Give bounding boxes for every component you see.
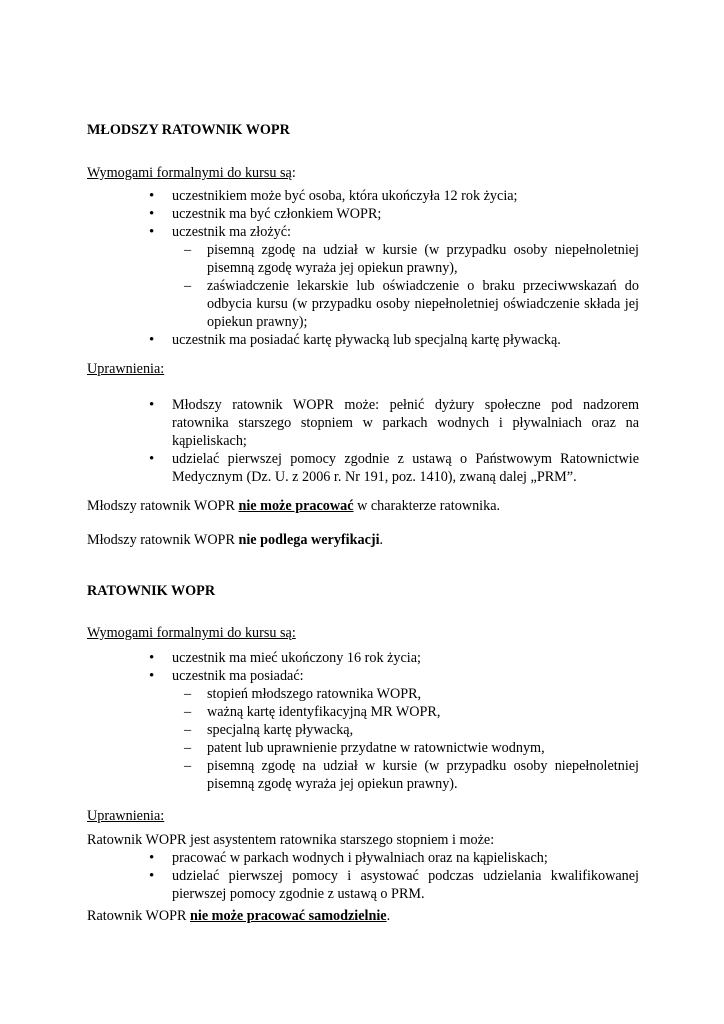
note-text: . bbox=[379, 532, 384, 548]
requirements-list bbox=[87, 649, 639, 793]
note-text: Młodszy ratownik WOPR bbox=[87, 532, 239, 548]
note-not-independent bbox=[87, 907, 639, 925]
sub-list-item: – specjalną kartę pływacką, bbox=[172, 721, 639, 739]
section-title-junior: MŁODSZY RATOWNIK WOPR bbox=[87, 122, 290, 138]
sub-list-item: – zaświadczenie lekarskie lub oświadczenie o braku przeciwwskazań do odbycia kursu (w przypadku osoby niepełnoletniej oświadczenie składa jej opiekun prawny); bbox=[172, 277, 639, 331]
note-text: w charakterze ratownika. bbox=[353, 498, 501, 514]
list-item: • pracować w parkach wodnych i pływalniach oraz na kąpieliskach; bbox=[87, 849, 639, 867]
requirements-heading: Wymogami formalnymi do kursu są: bbox=[87, 625, 296, 641]
requirements-list bbox=[87, 187, 639, 349]
list-item bbox=[87, 667, 639, 793]
note-no-verification bbox=[87, 531, 639, 549]
sub-list-item: – patent lub uprawnienie przydatne w ratownictwie wodnym, bbox=[172, 739, 639, 757]
note-emphasis: nie może pracować samodzielnie bbox=[190, 908, 387, 924]
section-title-lifeguard: RATOWNIK WOPR bbox=[87, 583, 216, 599]
note-text: Młodszy ratownik WOPR bbox=[87, 498, 239, 514]
sub-list-item: – stopień młodszego ratownika WOPR, bbox=[172, 685, 639, 703]
sub-list bbox=[172, 685, 639, 793]
list-item: • uczestnik ma mieć ukończony 16 rok życia; bbox=[87, 649, 639, 667]
note-text: . bbox=[386, 908, 391, 924]
sub-list-item: – pisemną zgodę na udział w kursie (w przypadku osoby niepełnoletniej pisemną zgodę wyraża jej opiekun prawny). bbox=[172, 757, 639, 793]
requirements-heading bbox=[87, 164, 639, 182]
list-item: • uczestnik ma być członkiem WOPR; bbox=[87, 205, 639, 223]
sub-list-item: – ważną kartę identyfikacyjną MR WOPR, bbox=[172, 703, 639, 721]
note-emphasis: nie podlega weryfikacji bbox=[238, 532, 380, 548]
permissions-list bbox=[87, 396, 639, 486]
list-item: • udzielać pierwszej pomocy i asystować podczas udzielania kwalifikowanej pierwszej pomocy zgodnie z ustawą o PRM. bbox=[87, 867, 639, 903]
note-emphasis: nie może pracować bbox=[238, 498, 354, 514]
permissions-list bbox=[87, 849, 639, 903]
requirements-heading-colon: : bbox=[291, 165, 296, 181]
list-item-text: uczestnik ma złożyć: bbox=[172, 224, 291, 240]
list-item: • uczestnikiem może być osoba, która ukończyła 12 rok życia; bbox=[87, 187, 639, 205]
note-text: Ratownik WOPR bbox=[87, 908, 190, 924]
list-item bbox=[87, 223, 639, 331]
list-item: • Młodszy ratownik WOPR może: pełnić dyżury społeczne pod nadzorem ratownika starszego stopniem w parkach wodnych i pływalniach oraz na kąpieliskach; bbox=[87, 396, 639, 450]
note-cannot-work bbox=[87, 497, 639, 515]
permissions-intro: Ratownik WOPR jest asystentem ratownika starszego stopniem i może: bbox=[87, 832, 495, 848]
requirements-heading-text: Wymogami formalnymi do kursu są bbox=[87, 165, 292, 181]
permissions-heading: Uprawnienia: bbox=[87, 808, 165, 824]
permissions-heading: Uprawnienia: bbox=[87, 361, 165, 377]
list-item-text: uczestnik ma posiadać: bbox=[172, 668, 304, 684]
list-item: • udzielać pierwszej pomocy zgodnie z ustawą o Państwowym Ratownictwie Medycznym (Dz. U. z 2006 r. Nr 191, poz. 1410), zwaną dalej „PRM”. bbox=[87, 450, 639, 486]
sub-list-item: – pisemną zgodę na udział w kursie (w przypadku osoby niepełnoletniej pisemną zgodę wyraża jej opiekun prawny), bbox=[172, 241, 639, 277]
list-item: • uczestnik ma posiadać kartę pływacką lub specjalną kartę pływacką. bbox=[87, 331, 639, 349]
sub-list bbox=[172, 241, 639, 331]
